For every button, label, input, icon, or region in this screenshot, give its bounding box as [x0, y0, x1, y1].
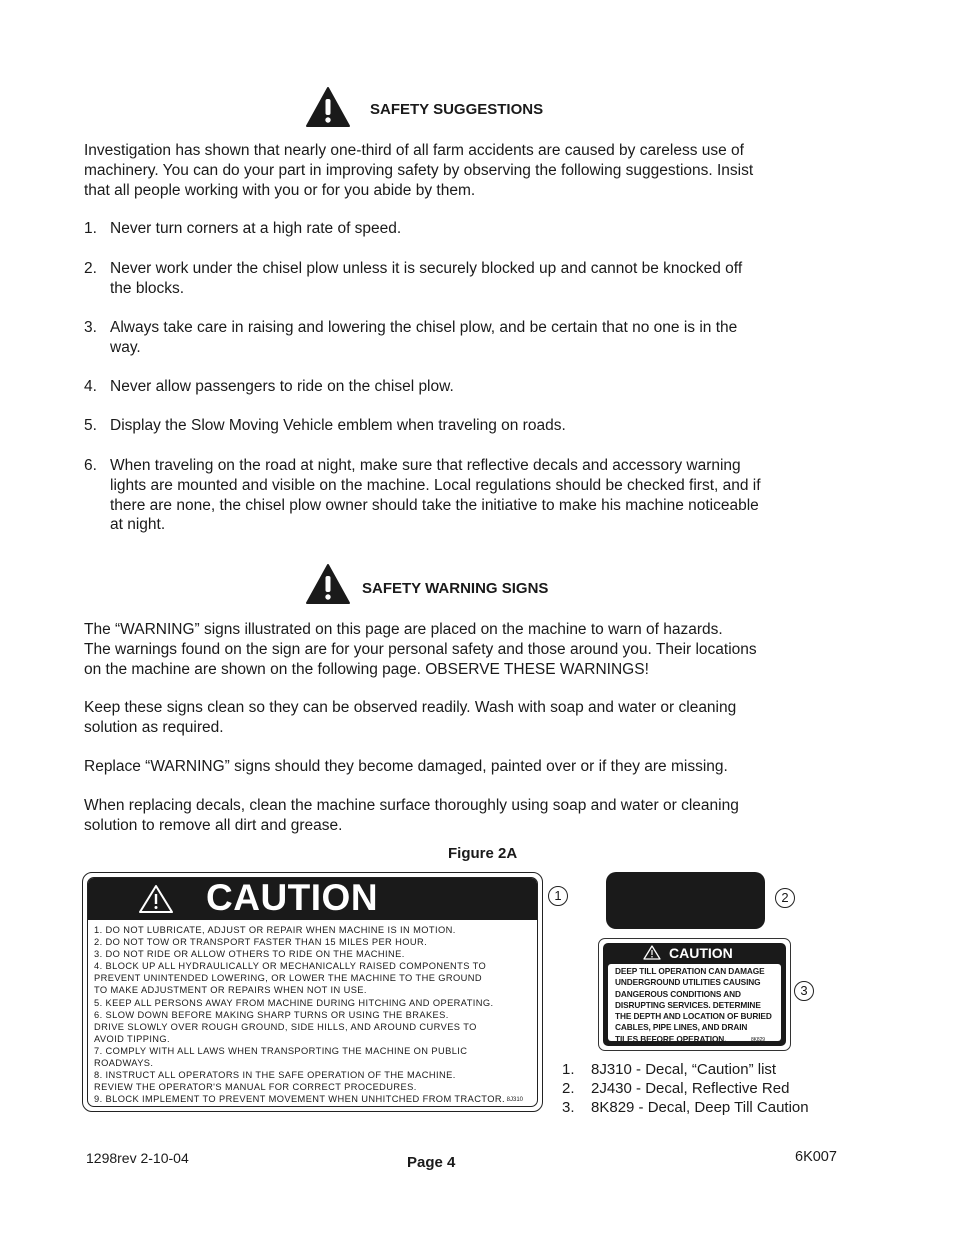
decal-line: 8. INSTRUCT ALL OPERATORS IN THE SAFE OPERATION OF THE MACHINE. — [94, 1070, 456, 1080]
decal-line: REVIEW THE OPERATOR'S MANUAL FOR CORRECT PROCEDURES. — [94, 1082, 417, 1092]
text-line: on the machine are shown on the following page. OBSERVE THESE WARNINGS! — [84, 660, 649, 678]
text-line: the blocks. — [110, 279, 185, 297]
callout-3: 3 — [794, 981, 814, 1001]
decal-line: 3. DO NOT RIDE OR ALLOW OTHERS TO RIDE ON THE MACHINE. — [94, 949, 405, 959]
legend-text: 8K829 - Decal, Deep Till Caution — [591, 1099, 809, 1116]
text-line: The warnings found on the sign are for your personal safety and those around you. Their locations — [84, 640, 757, 658]
decal-line: CABLES, PIPE LINES, AND DRAIN — [615, 1022, 748, 1032]
figure-caption: Figure 2A — [448, 845, 518, 862]
text-line: Always take care in raising and lowering the chisel plow, and be certain that no one is in the — [110, 319, 738, 336]
paragraph — [84, 796, 844, 836]
footer-revision: 1298rev 2-10-04 — [86, 1150, 189, 1166]
section-heading-safety-warning-signs: SAFETY WARNING SIGNS — [362, 580, 549, 597]
decal-body — [608, 964, 781, 1044]
decal-title: CAUTION — [206, 877, 379, 918]
decal-header — [88, 878, 537, 920]
text-line: Replace “WARNING” signs should they become damaged, painted over or if they are missing. — [84, 758, 728, 775]
decal-line: THE DEPTH AND LOCATION OF BURIED — [615, 1011, 772, 1021]
legend-number: 3. — [562, 1099, 575, 1116]
decal-line: PREVENT UNINTENDED LOWERING, OR LOWER THE MACHINE TO THE GROUND — [94, 973, 482, 983]
text-line: at night. — [110, 516, 166, 534]
warning-icon — [305, 86, 351, 128]
text-line: solution as required. — [84, 718, 224, 736]
paragraph — [84, 698, 844, 738]
paragraph — [84, 620, 844, 679]
warning-icon — [643, 945, 661, 965]
text-line: Keep these signs clean so they can be observed readily. Wash with soap and water or cleaning — [84, 699, 737, 716]
text-line: Never allow passengers to ride on the chisel plow. — [110, 378, 454, 395]
text-line: solution to remove all dirt and grease. — [84, 816, 343, 834]
list-number: 2. — [84, 260, 97, 277]
decal-line: DEEP TILL OPERATION CAN DAMAGE — [615, 966, 765, 976]
decal-line: DANGEROUS CONDITIONS AND — [615, 988, 741, 999]
legend-number: 1. — [562, 1061, 575, 1078]
warning-icon — [138, 884, 174, 919]
text-line: Never work under the chisel plow unless it is securely blocked up and cannot be knocked off — [110, 260, 743, 277]
legend-text: 2J430 - Decal, Reflective Red — [591, 1080, 790, 1097]
legend-text: 8J310 - Decal, “Caution” list — [591, 1061, 777, 1078]
text-line: Display the Slow Moving Vehicle emblem when traveling on roads. — [110, 417, 566, 434]
text-line: machinery. You can do your part in improving safety by observing the following suggestions. Insist — [84, 161, 754, 179]
text-line: way. — [110, 338, 141, 356]
decal-line: 2. DO NOT TOW OR TRANSPORT FASTER THAN 15 MILES PER HOUR. — [94, 937, 428, 947]
text-line: that all people working with you or for you abide by them. — [84, 181, 476, 199]
list-number: 5. — [84, 417, 97, 434]
decal-line: ROADWAYS. — [94, 1058, 154, 1068]
decal-line: 7. COMPLY WITH ALL LAWS WHEN TRANSPORTING THE MACHINE ON PUBLIC — [94, 1046, 468, 1056]
page-number: Page 4 — [407, 1154, 456, 1171]
list-number: 4. — [84, 378, 97, 395]
decal-part-code: 8K829 — [751, 1037, 765, 1043]
intro-paragraph — [84, 141, 844, 200]
callout-1: 1 — [548, 886, 568, 906]
decal-line: 6. SLOW DOWN BEFORE MAKING SHARP TURNS OR USING THE BRAKES. — [94, 1010, 449, 1020]
decal-line: 5. KEEP ALL PERSONS AWAY FROM MACHINE DURING HITCHING AND OPERATING. — [94, 998, 494, 1008]
text-line: Never turn corners at a high rate of speed. — [110, 220, 402, 237]
section-heading-safety-suggestions: SAFETY SUGGESTIONS — [370, 101, 544, 118]
decal-line: TO MAKE ADJUSTMENT OR REPAIRS WHEN NOT IN USE. — [94, 985, 367, 995]
list-number: 3. — [84, 319, 97, 336]
decal-line: 1. DO NOT LUBRICATE, ADJUST OR REPAIR WHEN MACHINE IS IN MOTION. — [94, 925, 456, 935]
decal-title: CAUTION — [669, 945, 733, 961]
legend-number: 2. — [562, 1080, 575, 1097]
text-line: lights are mounted and visible on the machine. Local regulations should be checked first, and if — [110, 476, 761, 494]
footer-doc-code: 6K007 — [795, 1149, 837, 1165]
list-number: 6. — [84, 457, 97, 474]
text-line: When traveling on the road at night, make sure that reflective decals and accessory warning — [110, 457, 741, 474]
decal-header — [603, 943, 786, 961]
decal-line: 4. BLOCK UP ALL HYDRAULICALLY OR MECHANICALLY RAISED COMPONENTS TO — [94, 961, 487, 971]
decal-line: DRIVE SLOWLY OVER ROUGH GROUND, SIDE HILLS, AND AROUND CURVES TO — [94, 1022, 477, 1032]
decal-line: AVOID TIPPING. — [94, 1034, 171, 1044]
decal-line: DISRUPTING SERVICES. DETERMINE — [615, 999, 761, 1010]
paragraph — [84, 757, 844, 777]
decal-line: 9. BLOCK IMPLEMENT TO PREVENT MOVEMENT WHEN UNHITCHED FROM TRACTOR. — [94, 1094, 505, 1104]
reflective-decal — [606, 872, 765, 929]
decal-line: UNDERGROUND UTILITIES CAUSING — [615, 977, 761, 987]
text-line: The “WARNING” signs illustrated on this page are placed on the machine to warn of hazards. — [84, 621, 723, 638]
list-number: 1. — [84, 220, 97, 237]
deep-till-caution-decal — [598, 938, 791, 1051]
text-line: Investigation has shown that nearly one-third of all farm accidents are caused by careless use of — [84, 142, 744, 159]
warning-icon — [305, 563, 351, 605]
callout-2: 2 — [775, 888, 795, 908]
decal-part-code: 8J310 — [506, 1097, 523, 1103]
decal-line: TILES BEFORE OPERATION. — [615, 1033, 727, 1044]
text-line: When replacing decals, clean the machine surface thoroughly using soap and water or cleaning — [84, 797, 739, 814]
caution-decal-list — [82, 872, 543, 1112]
text-line: there are none, the chisel plow owner should take the initiative to make his machine noticeable — [110, 496, 759, 514]
